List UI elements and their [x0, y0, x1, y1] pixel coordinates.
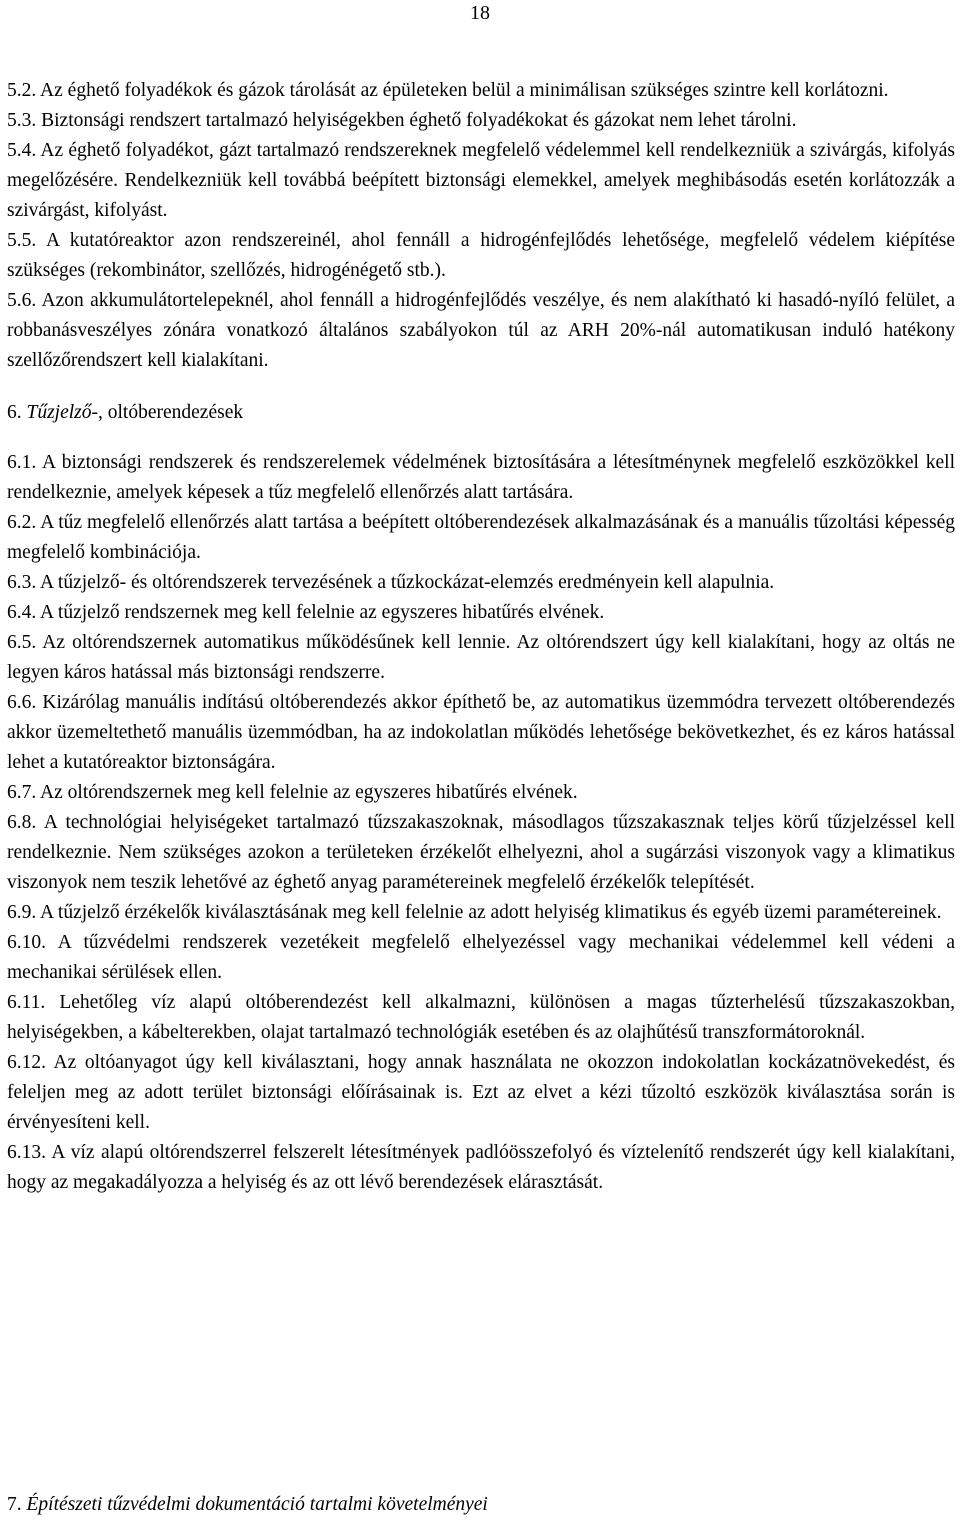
section-heading-7 — [7, 1490, 955, 1520]
paragraph-6-7: 6.7. Az oltórendszernek meg kell felelnie az egyszeres hibatűrés elvének. — [7, 782, 578, 803]
paragraph-6-10: 6.10. A tűzvédelmi rendszerek vezetékeit megfelelő elhelyezéssel vagy mechanikai védelemmel kell védeni a mechanikai sérülések ellen. — [7, 932, 955, 983]
heading-7-text: Építészeti tűzvédelmi dokumentáció tartalmi követelményei — [26, 1493, 488, 1515]
paragraph-6-3: 6.3. A tűzjelző- és oltórendszerek tervezésének a tűzkockázat-elemzés eredményein kell alapulnia. — [7, 572, 775, 593]
paragraph-6-1: 6.1. A biztonsági rendszerek és rendszerelemek védelmének biztosítására a létesítménynek megfelelő eszközökkel kell rendelkeznie, amelyek képesek a tűz megfelelő ellenőrzés alatt tartására. — [7, 452, 955, 503]
paragraph-5-2: 5.2. Az éghető folyadékok és gázok tárolását az épületeken belül a minimálisan szükséges szintre kell korlátozni. — [7, 80, 889, 101]
paragraph-6-2: 6.2. A tűz megfelelő ellenőrzés alatt tartása a beépített oltóberendezések alkalmazásának és a manuális tűzoltási képesség megfelelő kombinációja. — [7, 512, 955, 563]
paragraph-5-3: 5.3. Biztonsági rendszert tartalmazó helyiségekben éghető folyadékokat és gázokat nem lehet tárolni. — [7, 110, 797, 131]
paragraph-6-5: 6.5. Az oltórendszernek automatikus működésűnek kell lennie. Az oltórendszert úgy kell kialakítani, hogy az oltás ne legyen káros hatással más biztonsági rendszerre. — [7, 632, 955, 683]
paragraph-5-4: 5.4. Az éghető folyadékot, gázt tartalmazó rendszereknek megfelelő védelemmel kell rendelkezniük a szivárgás, kifolyás megelőzésére. Rendelkezniük kell továbbá beépített biztonsági elemekkel, amelyek meghibásodás esetén korlátozzák a szivárgást, kifolyást. — [7, 140, 955, 221]
paragraph-6-9: 6.9. A tűzjelző érzékelők kiválasztásának meg kell felelnie az adott helyiség klimatikus és egyéb üzemi paramétereinek. — [7, 902, 942, 923]
heading-7-number: 7. — [7, 1493, 22, 1515]
paragraph-6-11: 6.11. Lehetőleg víz alapú oltóberendezést kell alkalmazni, különösen a magas tűzterhelésű tűzszakaszokban, helyiségekben, a kábelterekben, olajat tartalmazó technológiák esetében és az olajhűtésű transzformátoroknál. — [7, 992, 955, 1043]
document-body — [7, 76, 955, 1198]
paragraph-5-5: 5.5. A kutatóreaktor azon rendszereinél, ahol fennáll a hidrogénfejlődés lehetősége, megfelelő védelem kiépítése szükséges (rekombinátor, szellőzés, hidrogénégető stb.). — [7, 230, 955, 281]
paragraph-5-6: 5.6. Azon akkumulátortelepeknél, ahol fennáll a hidrogénfejlődés veszélye, és nem alakítható ki hasadó-nyíló felület, a robbanásveszélyes zónára vonatkozó általános szabályokon túl az ARH 20%-nál automatikusan induló hatékony szellőzőrendszert kell kialakítani. — [7, 290, 955, 371]
section-heading-6 — [7, 398, 955, 428]
paragraph-6-4: 6.4. A tűzjelző rendszernek meg kell felelnie az egyszeres hibatűrés elvének. — [7, 602, 605, 623]
heading-6-rest: -, oltóberendezések — [91, 402, 244, 423]
heading-6-italic: Tűzjelző — [26, 402, 92, 423]
paragraph-6-8: 6.8. A technológiai helyiségeket tartalmazó tűzszakaszoknak, másodlagos tűzszakasznak teljes körű tűzjelzéssel kell rendelkeznie. Nem szükséges azokon a területeken érzékelőt elhelyezni, ahol a sugárzási viszonyok vagy a klimatikus viszonyok nem teszik lehetővé az éghető anyag paramétereinek megfelelő érzékelők telepítését. — [7, 812, 955, 893]
paragraph-6-12: 6.12. Az oltóanyagot úgy kell kiválasztani, hogy annak használata ne okozzon indokolatlan kockázatnövekedést, és feleljen meg az adott terület biztonsági előírásainak is. Ezt az elvet a kézi tűzoltó eszközök kiválasztása során is érvényesíteni kell. — [7, 1052, 955, 1133]
paragraph-6-6: 6.6. Kizárólag manuális indítású oltóberendezés akkor építhető be, az automatikus üzemmódra tervezett oltóberendezés akkor üzemeltethető manuális üzemmódban, ha az indokolatlan működés lehetősége bekövetkezhet, és ez káros hatással lehet a kutatóreaktor biztonságára. — [7, 692, 955, 773]
paragraph-6-13: 6.13. A víz alapú oltórendszerrel felszerelt létesítmények padlóösszefolyó és víztelenítő rendszerét úgy kell kialakítani, hogy az megakadályozza a helyiség és az ott lévő berendezések elárasztását. — [7, 1142, 955, 1193]
heading-6-number: 6. — [7, 402, 22, 423]
page-number: 18 — [470, 2, 490, 24]
